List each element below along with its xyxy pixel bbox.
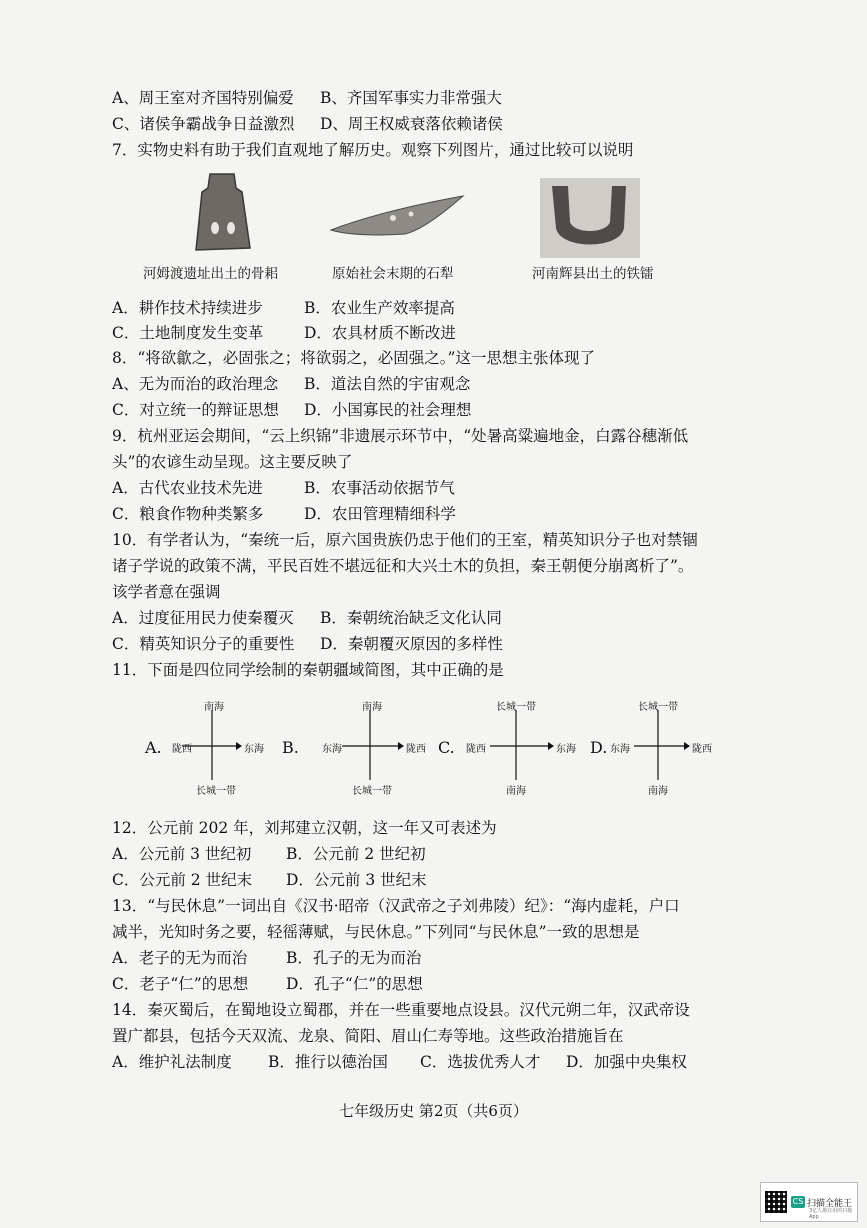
q9-option-d: D．农田管理精细科学 [304, 505, 456, 523]
bone-spade-image [188, 170, 258, 255]
q9-options-row2 [112, 504, 456, 524]
q13-option-c: C．老子“仁”的思想 [112, 975, 249, 993]
q6-option-b: B、齐国军事实力非常强大 [320, 89, 502, 107]
map-d-top: 长城一带 [638, 702, 678, 713]
q11-map-c-letter: C. [438, 738, 455, 757]
map-a-right: 东海 [244, 744, 264, 755]
scanner-badge [760, 1182, 858, 1222]
map-b-bottom: 长城一带 [352, 786, 392, 797]
q10-option-b: B．秦朝统治缺乏文化认同 [320, 609, 502, 627]
q13-stem-line1: 13．“与民休息”一词出自《汉书·昭帝（汉武帝之子刘弗陵）纪》：“海内虚耗，户口 [112, 897, 680, 915]
map-b-top: 南海 [362, 702, 382, 713]
q10-option-a: A．过度征用民力使秦覆灭 [112, 609, 294, 627]
q6-options-row1 [112, 88, 502, 108]
map-c-bottom: 南海 [506, 786, 526, 797]
q11-map-a [170, 694, 300, 797]
q7-caption-2: 原始社会末期的石犁 [332, 266, 454, 282]
q7-caption-3: 河南辉县出土的铁镭 [532, 266, 654, 282]
q6-option-a: A、周王室对齐国特别偏爱 [112, 89, 294, 107]
q14-stem-line2: 置广都县，包括今天双流、龙泉、简阳、眉山仁寿等地。这些政治措施旨在 [112, 1027, 624, 1045]
q12-stem: 12．公元前 202 年，刘邦建立汉朝，这一年又可表述为 [112, 819, 497, 837]
q6-option-c: C、诸侯争霸战争日益激烈 [112, 115, 295, 133]
q14-stem-line1: 14．秦灭蜀后，在蜀地设立蜀郡，并在一些重要地点设县。汉代元朔二年，汉武帝设 [112, 1001, 690, 1019]
map-c-right: 东海 [556, 744, 576, 755]
q11-map-d-letter: D. [590, 738, 608, 757]
q14-option-c: C．选拔优秀人才 [420, 1053, 541, 1071]
q12-options-row2 [112, 870, 427, 890]
qr-code-icon [765, 1191, 787, 1213]
q14-option-a: A．维护礼法制度 [112, 1053, 232, 1071]
q10-options-row1 [112, 608, 502, 628]
stone-plough-image [327, 190, 467, 240]
iron-hoe-image [540, 178, 640, 258]
q7-option-d: D．农具材质不断改进 [304, 324, 456, 342]
q8-stem: 8．“将欲歙之，必固张之；将欲弱之，必固强之。”这一思想主张体现了 [112, 349, 595, 367]
q8-option-d: D．小国寡民的社会理想 [304, 401, 472, 419]
scanner-app-subtitle: 3亿人都在用的扫描App [809, 1208, 853, 1220]
q13-option-d: D．孔子“仁”的思想 [286, 975, 423, 993]
q9-option-b: B．农事活动依据节气 [304, 479, 455, 497]
q7-option-b: B．农业生产效率提高 [304, 299, 455, 317]
map-c-left: 陇西 [466, 744, 486, 755]
map-a-bottom: 长城一带 [196, 786, 236, 797]
scanner-app-name: 扫描全能王 [807, 1198, 853, 1209]
q10-option-c: C．精英知识分子的重要性 [112, 635, 295, 653]
q8-option-c: C．对立统一的辩证思想 [112, 401, 279, 419]
q12-option-a: A．公元前 3 世纪初 [112, 845, 252, 863]
q12-options-row1 [112, 844, 426, 864]
q11-stem: 11．下面是四位同学绘制的秦朝疆域简图，其中正确的是 [112, 661, 504, 679]
q11-map-d [610, 694, 740, 797]
q10-stem-line1: 10．有学者认为，“秦统一后，原六国贵族仍忠于他们的王室，精英知识分子也对禁锢 [112, 531, 698, 549]
q7-options-row2 [112, 323, 456, 343]
q7-stem: 7．实物史料有助于我们直观地了解历史。观察下列图片，通过比较可以说明 [112, 141, 634, 159]
q11-map-c [466, 694, 596, 797]
q12-option-d: D．公元前 3 世纪末 [286, 871, 427, 889]
map-c-top: 长城一带 [496, 702, 536, 713]
q8-options-row1 [112, 374, 470, 394]
q10-stem-line3: 该学者意在强调 [112, 583, 221, 601]
q7-options-row1 [112, 298, 455, 318]
q9-option-c: C．粮食作物种类繁多 [112, 505, 264, 523]
q8-options-row2 [112, 400, 471, 420]
map-d-bottom: 南海 [648, 786, 668, 797]
q6-option-d: D、周王权威衰落依赖诸侯 [320, 115, 503, 133]
q13-options-row1 [112, 948, 421, 968]
q11-map-b-letter: B. [282, 738, 299, 757]
q9-stem-line1: 9．杭州亚运会期间，“云上织锦”非遗展示环节中，“处暑高粱遍地金，白露谷穗渐低 [112, 427, 689, 445]
q11-map-a-letter: A. [145, 738, 162, 757]
q7-option-c: C．土地制度发生变革 [112, 324, 264, 342]
q9-stem-line2: 头”的农谚生动呈现。这主要反映了 [112, 453, 353, 471]
q9-options-row1 [112, 478, 455, 498]
map-a-left: 陇西 [172, 744, 192, 755]
q14-options-row [112, 1052, 687, 1072]
q13-options-row2 [112, 974, 423, 994]
q7-option-a: A．耕作技术持续进步 [112, 299, 263, 317]
q13-stem-line2: 减半，光知时务之要，轻徭薄赋，与民休息。”下列同“与民休息”一致的思想是 [112, 923, 640, 941]
q6-options-row2 [112, 114, 503, 134]
q13-option-b: B．孔子的无为而治 [286, 949, 422, 967]
scanner-logo-icon: CS [792, 1197, 804, 1206]
q14-option-b: B．推行以德治国 [268, 1053, 388, 1071]
q9-option-a: A．古代农业技术先进 [112, 479, 263, 497]
q8-option-a: A、无为而治的政治理念 [112, 375, 279, 393]
page-footer: 七年级历史 第2页（共6页） [339, 1102, 528, 1120]
map-d-left: 东海 [610, 744, 630, 755]
map-b-left: 东海 [322, 744, 342, 755]
q12-option-b: B．公元前 2 世纪初 [286, 845, 426, 863]
q10-stem-line2: 诸子学说的政策不满，平民百姓不堪远征和大兴土木的负担，秦王朝便分崩离析了”。 [112, 557, 694, 575]
map-d-right: 陇西 [692, 744, 712, 755]
q10-options-row2 [112, 634, 503, 654]
map-a-top: 南海 [204, 702, 224, 713]
q7-caption-1: 河姆渡遗址出土的骨耜 [143, 266, 278, 282]
map-b-right: 陇西 [406, 744, 426, 755]
q12-option-c: C．公元前 2 世纪末 [112, 871, 253, 889]
q11-map-b [322, 694, 452, 797]
q14-option-d: D．加强中央集权 [566, 1053, 687, 1071]
q8-option-b: B．道法自然的宇宙观念 [304, 375, 471, 393]
q10-option-d: D．秦朝覆灭原因的多样性 [320, 635, 503, 653]
q13-option-a: A．老子的无为而治 [112, 949, 248, 967]
